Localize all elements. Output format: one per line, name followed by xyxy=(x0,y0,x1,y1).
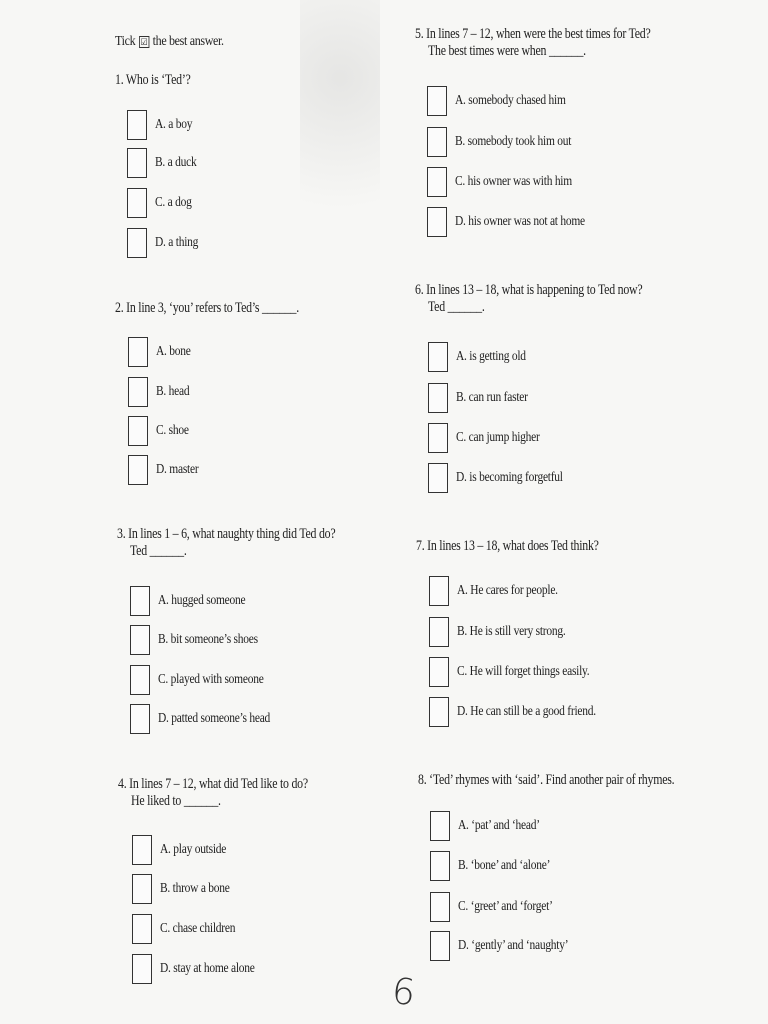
option-1b[interactable]: B. a duck xyxy=(127,148,206,178)
question-sub: He liked to ______. xyxy=(131,793,221,809)
scan-speckle xyxy=(300,0,380,260)
checkbox[interactable] xyxy=(429,617,449,647)
question-text: 5. In lines 7 – 12, when were the best times for Ted? xyxy=(415,26,651,42)
question-text: 8. ‘Ted’ rhymes with ‘said’. Find another pair of rhymes. xyxy=(418,772,675,788)
instruction-before: Tick xyxy=(115,34,136,49)
checkbox[interactable] xyxy=(132,954,152,984)
checkbox[interactable] xyxy=(127,148,147,178)
option-6c[interactable]: C. can jump higher xyxy=(428,423,558,453)
checkbox[interactable] xyxy=(132,874,152,904)
question-4 xyxy=(118,776,350,810)
option-3c[interactable]: C. played with someone xyxy=(130,665,287,695)
question-text: 6. In lines 13 – 18, what is happening to Ted now? xyxy=(415,282,643,298)
checkbox[interactable] xyxy=(127,110,147,140)
instruction-after: the best answer. xyxy=(152,34,224,49)
option-5b[interactable]: B. somebody took him out xyxy=(427,127,597,157)
checkbox[interactable] xyxy=(427,167,447,197)
option-2b[interactable]: B. head xyxy=(128,377,197,407)
option-5c[interactable]: C. his owner was with him xyxy=(427,167,598,197)
question-text: 4. In lines 7 – 12, what did Ted like to do? xyxy=(118,776,308,792)
checkbox[interactable] xyxy=(128,416,148,446)
option-2a[interactable]: A. bone xyxy=(128,337,198,367)
page-number: 6 xyxy=(389,970,417,1015)
checkbox[interactable] xyxy=(430,892,450,922)
checkbox[interactable] xyxy=(428,342,448,372)
checkbox[interactable] xyxy=(128,455,148,485)
checkbox[interactable] xyxy=(430,851,450,881)
option-7b[interactable]: B. He is still very strong. xyxy=(429,617,589,647)
option-4d[interactable]: D. stay at home alone xyxy=(132,954,275,984)
question-1 xyxy=(115,72,207,89)
option-6d[interactable]: D. is becoming forgetful xyxy=(428,463,586,493)
checkbox[interactable] xyxy=(127,228,147,258)
checkbox[interactable] xyxy=(428,423,448,453)
option-8c[interactable]: C. ‘greet’ and ‘forget’ xyxy=(430,892,573,922)
checkbox[interactable] xyxy=(429,657,449,687)
checkbox[interactable] xyxy=(128,337,148,367)
question-text: 2. In line 3, ‘you’ refers to Ted’s ______. xyxy=(115,300,299,316)
option-6b[interactable]: B. can run faster xyxy=(428,383,543,413)
checkbox[interactable] xyxy=(428,383,448,413)
question-8 xyxy=(418,772,731,789)
question-sub: Ted ______. xyxy=(130,543,187,559)
checkbox[interactable] xyxy=(128,377,148,407)
option-5d[interactable]: D. his owner was not at home xyxy=(427,207,613,237)
question-6 xyxy=(415,282,692,316)
checkbox[interactable] xyxy=(427,127,447,157)
checkbox[interactable] xyxy=(429,576,449,606)
option-2c[interactable]: C. shoe xyxy=(128,416,196,446)
question-sub: Ted ______. xyxy=(428,299,485,315)
option-1d[interactable]: D. a thing xyxy=(127,228,208,258)
option-1a[interactable]: A. a boy xyxy=(127,110,200,140)
checkbox[interactable] xyxy=(429,697,449,727)
question-7 xyxy=(416,538,639,555)
option-3b[interactable]: B. bit someone’s shoes xyxy=(130,625,280,655)
question-5 xyxy=(415,26,702,60)
question-sub: The best times were when ______. xyxy=(428,43,586,59)
option-7c[interactable]: C. He will forget things easily. xyxy=(429,657,619,687)
option-4a[interactable]: A. play outside xyxy=(132,835,241,865)
option-6a[interactable]: A. is getting old xyxy=(428,342,541,372)
option-8d[interactable]: D. ‘gently’ and ‘naughty’ xyxy=(430,931,593,961)
option-4c[interactable]: C. chase children xyxy=(132,914,252,944)
checkbox[interactable] xyxy=(132,914,152,944)
instruction xyxy=(115,34,224,50)
checkbox[interactable] xyxy=(130,665,150,695)
checkbox[interactable] xyxy=(430,811,450,841)
checkbox[interactable] xyxy=(127,188,147,218)
option-2d[interactable]: D. master xyxy=(128,455,208,485)
checkbox[interactable] xyxy=(430,931,450,961)
question-text: 3. In lines 1 – 6, what naughty thing did Ted do? xyxy=(117,526,336,542)
question-3 xyxy=(117,526,383,560)
tick-box-icon: ☑ xyxy=(140,36,148,47)
question-2 xyxy=(115,300,339,317)
question-text: 1. Who is ‘Ted’? xyxy=(115,72,191,88)
option-3d[interactable]: D. patted someone’s head xyxy=(130,704,295,734)
checkbox[interactable] xyxy=(130,586,150,616)
checkbox[interactable] xyxy=(428,463,448,493)
question-text: 7. In lines 13 – 18, what does Ted think? xyxy=(416,538,599,554)
checkbox[interactable] xyxy=(132,835,152,865)
checkbox[interactable] xyxy=(427,86,447,116)
checkbox[interactable] xyxy=(130,625,150,655)
option-7d[interactable]: D. He can still be a good friend. xyxy=(429,697,626,727)
option-8a[interactable]: A. ‘pat’ and ‘head’ xyxy=(430,811,558,841)
checkbox[interactable] xyxy=(427,207,447,237)
option-7a[interactable]: A. He cares for people. xyxy=(429,576,580,606)
checkbox[interactable] xyxy=(130,704,150,734)
option-5a[interactable]: A. somebody chased him xyxy=(427,86,590,116)
option-4b[interactable]: B. throw a bone xyxy=(132,874,245,904)
option-1c[interactable]: C. a dog xyxy=(127,188,200,218)
option-8b[interactable]: B. ‘bone’ and ‘alone’ xyxy=(430,851,570,881)
option-3a[interactable]: A. hugged someone xyxy=(130,586,265,616)
